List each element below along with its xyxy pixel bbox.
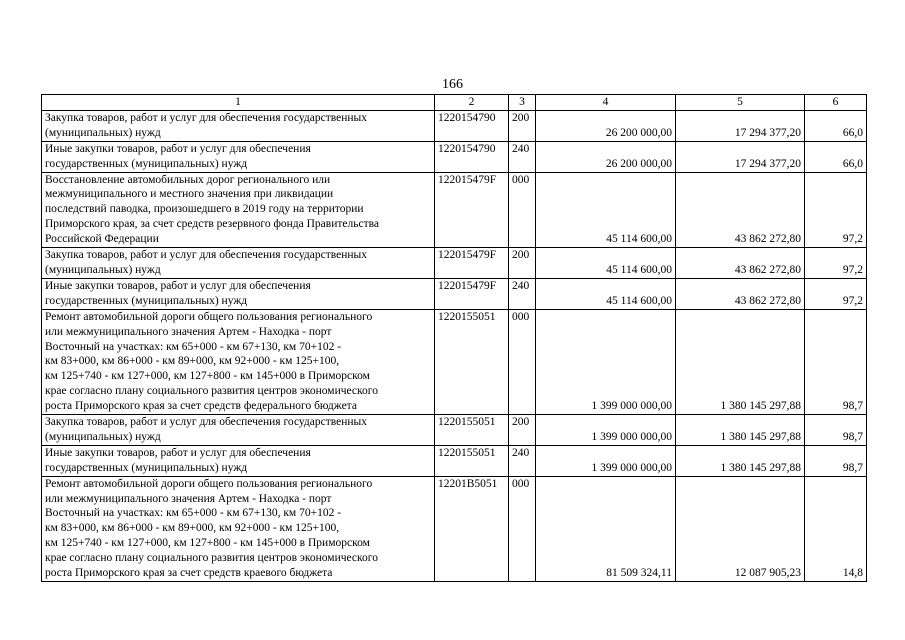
- row-code: 1220154790: [435, 110, 509, 141]
- row-executed: 1 380 145 297,88: [676, 309, 805, 414]
- row-code: 122015479F: [435, 278, 509, 309]
- table-row: [42, 309, 867, 414]
- row-code: 1220155051: [435, 415, 509, 446]
- budget-table: [41, 94, 867, 582]
- row-description: Закупка товаров, работ и услуг для обеспечения государственных (муниципальных) нужд: [42, 110, 435, 141]
- row-expense-type: 000: [509, 309, 536, 414]
- column-header-3: 3: [509, 95, 536, 111]
- table-row: [42, 248, 867, 279]
- table-row: [42, 445, 867, 476]
- row-description: Закупка товаров, работ и услуг для обеспечения государственных (муниципальных) нужд: [42, 248, 435, 279]
- row-executed: 12 087 905,23: [676, 476, 805, 581]
- row-percent: 66,0: [805, 110, 867, 141]
- row-percent: 97,2: [805, 248, 867, 279]
- row-description: Иные закупки товаров, работ и услуг для обеспечения государственных (муниципальных) нужд: [42, 278, 435, 309]
- row-executed: 1 380 145 297,88: [676, 415, 805, 446]
- column-header-6: 6: [805, 95, 867, 111]
- table-row: [42, 141, 867, 172]
- row-plan: 1 399 000 000,00: [536, 309, 676, 414]
- table-row: [42, 278, 867, 309]
- row-description: Ремонт автомобильной дороги общего пользования регионального или межмуниципального значения Артем - Находка - порт Восточный на участках: км 65+000 - км 67+130, км 70+102 - км 83+000, км 86+000 - км 89+000, км 92+000 - км 125+100, км 125+740 - км 127+000, км 127+800 - км 145+000 в Приморском крае согласно плану социального развития центров экономического роста Приморского края за счет средств краевого бюджета: [42, 476, 435, 581]
- row-plan: 1 399 000 000,00: [536, 445, 676, 476]
- page-number: 166: [442, 77, 463, 92]
- row-percent: 98,7: [805, 309, 867, 414]
- row-expense-type: 240: [509, 278, 536, 309]
- table-row: [42, 415, 867, 446]
- row-percent: 98,7: [805, 445, 867, 476]
- table-row: [42, 172, 867, 248]
- row-plan: 45 114 600,00: [536, 278, 676, 309]
- row-executed: 43 862 272,80: [676, 172, 805, 248]
- row-expense-type: 200: [509, 415, 536, 446]
- row-code: 1220155051: [435, 445, 509, 476]
- table-row: [42, 110, 867, 141]
- row-executed: 17 294 377,20: [676, 141, 805, 172]
- row-executed: 17 294 377,20: [676, 110, 805, 141]
- row-plan: 26 200 000,00: [536, 141, 676, 172]
- row-percent: 66,0: [805, 141, 867, 172]
- row-percent: 98,7: [805, 415, 867, 446]
- row-expense-type: 000: [509, 172, 536, 248]
- row-expense-type: 000: [509, 476, 536, 581]
- row-expense-type: 200: [509, 248, 536, 279]
- column-header-4: 4: [536, 95, 676, 111]
- row-code: 122015479F: [435, 172, 509, 248]
- table-row: [42, 476, 867, 581]
- row-description: Закупка товаров, работ и услуг для обеспечения государственных (муниципальных) нужд: [42, 415, 435, 446]
- row-description: Иные закупки товаров, работ и услуг для обеспечения государственных (муниципальных) нужд: [42, 445, 435, 476]
- row-description: Иные закупки товаров, работ и услуг для обеспечения государственных (муниципальных) нужд: [42, 141, 435, 172]
- row-executed: 1 380 145 297,88: [676, 445, 805, 476]
- column-header-1: 1: [42, 95, 435, 111]
- header-row: [42, 95, 867, 111]
- row-code: 1220155051: [435, 309, 509, 414]
- row-code: 12201B5051: [435, 476, 509, 581]
- row-percent: 14,8: [805, 476, 867, 581]
- row-plan: 81 509 324,11: [536, 476, 676, 581]
- row-expense-type: 240: [509, 141, 536, 172]
- row-percent: 97,2: [805, 172, 867, 248]
- row-description: Ремонт автомобильной дороги общего пользования регионального или межмуниципального значения Артем - Находка - порт Восточный на участках: км 65+000 - км 67+130, км 70+102 - км 83+000, км 86+000 - км 89+000, км 92+000 - км 125+100, км 125+740 - км 127+000, км 127+800 - км 145+000 в Приморском крае согласно плану социального развития центров экономического роста Приморского края за счет средств федерального бюджета: [42, 309, 435, 414]
- row-percent: 97,2: [805, 278, 867, 309]
- row-plan: 45 114 600,00: [536, 172, 676, 248]
- row-expense-type: 240: [509, 445, 536, 476]
- row-executed: 43 862 272,80: [676, 248, 805, 279]
- row-description: Восстановление автомобильных дорог регионального или межмуниципального и местного значения при ликвидации последствий паводка, произошедшего в 2019 году на территории Приморского края, за счет средств резервного фонда Правительства Российской Федерации: [42, 172, 435, 248]
- row-code: 122015479F: [435, 248, 509, 279]
- row-plan: 26 200 000,00: [536, 110, 676, 141]
- row-executed: 43 862 272,80: [676, 278, 805, 309]
- row-plan: 1 399 000 000,00: [536, 415, 676, 446]
- column-header-2: 2: [435, 95, 509, 111]
- column-header-5: 5: [676, 95, 805, 111]
- row-expense-type: 200: [509, 110, 536, 141]
- row-code: 1220154790: [435, 141, 509, 172]
- row-plan: 45 114 600,00: [536, 248, 676, 279]
